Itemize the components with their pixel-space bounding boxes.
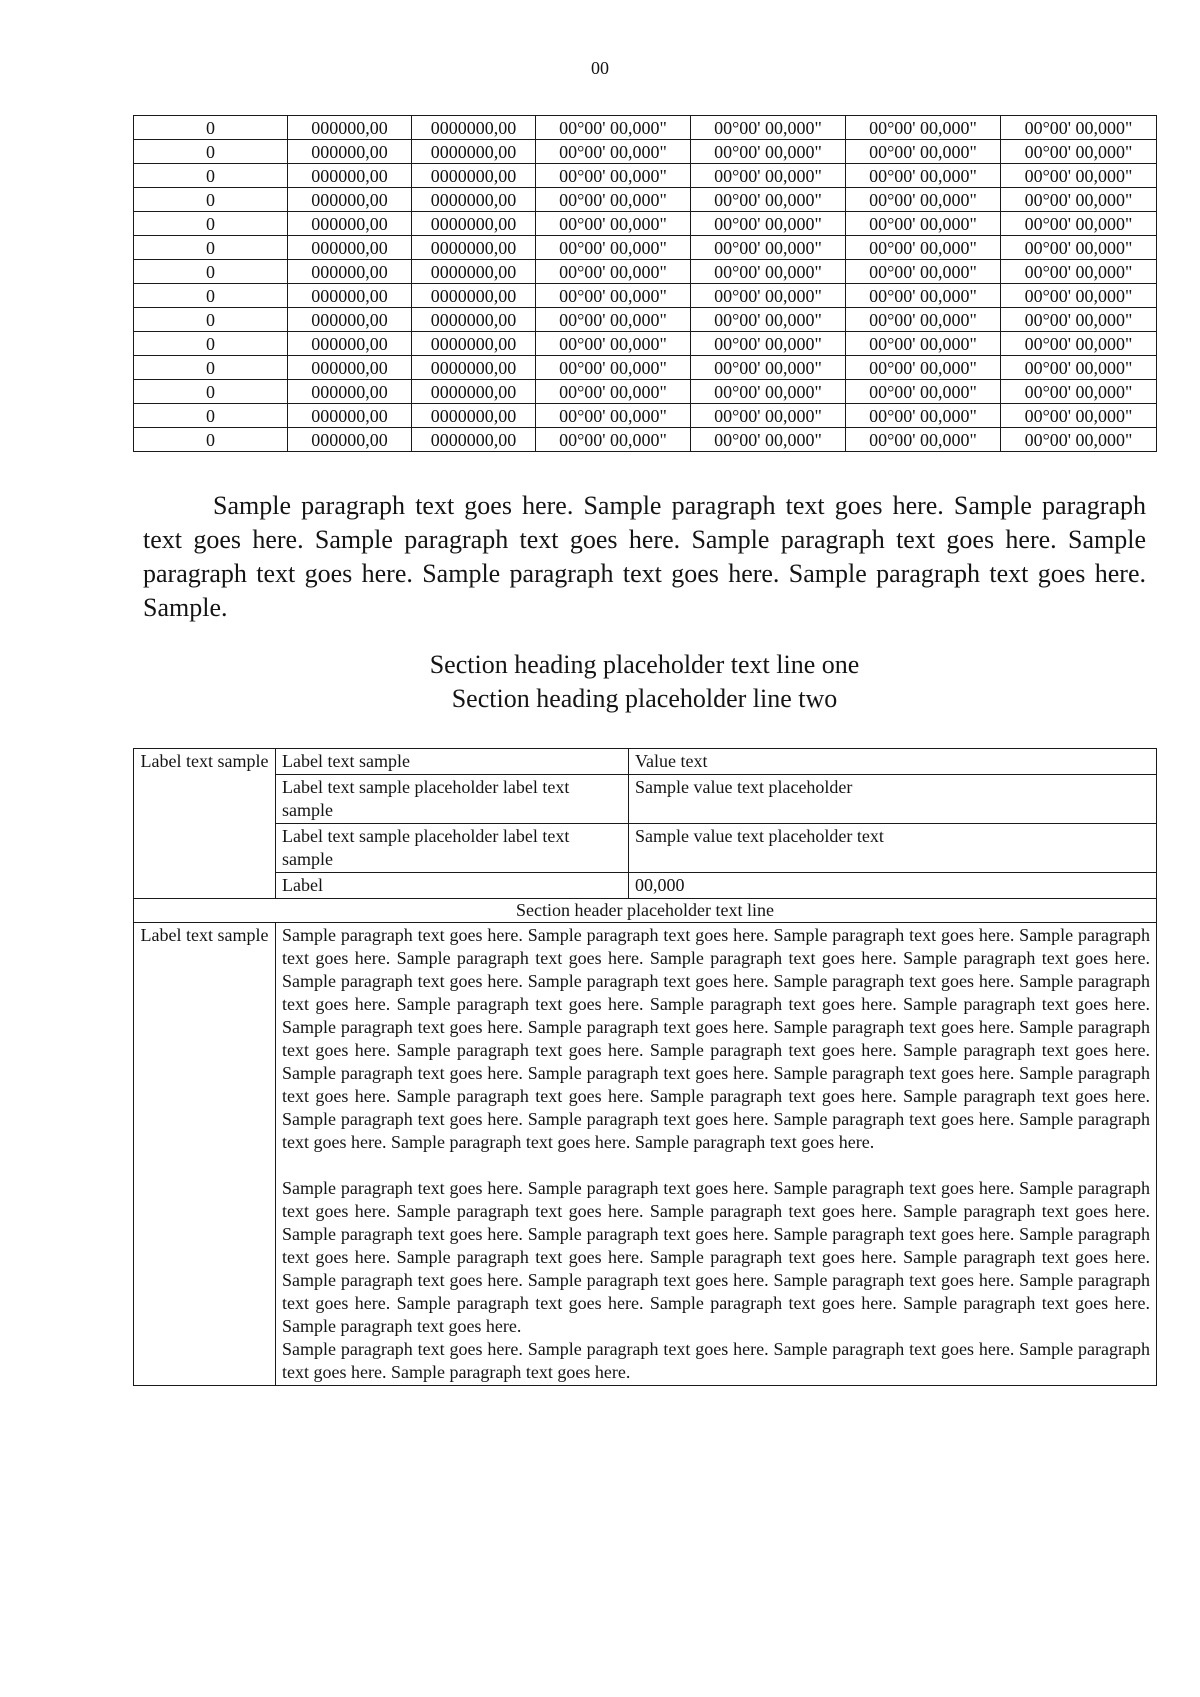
- coordinate-cell: 0: [134, 212, 288, 236]
- info-value-ground-name: Sample value text placeholder: [629, 775, 1157, 824]
- coordinate-cell: 0: [134, 164, 288, 188]
- coordinate-cell: 00°00' 00,000": [536, 332, 691, 356]
- coordinate-cell: 00°00' 00,000": [846, 404, 1001, 428]
- coordinate-cell: 00°00' 00,000": [691, 140, 846, 164]
- info-row-district: [134, 749, 1157, 775]
- coordinate-cell: 00°00' 00,000": [536, 164, 691, 188]
- hunting-ground-info-table: [133, 748, 1157, 1386]
- coordinate-cell: 000000,00: [288, 140, 412, 164]
- coordinate-row: [134, 188, 1157, 212]
- info-label-district: Label text sample: [276, 749, 629, 775]
- boundaries-description-cell: [276, 923, 1157, 1386]
- coordinate-cell: 0: [134, 380, 288, 404]
- boundaries-header: Section header placeholder text line: [134, 899, 1157, 923]
- section-heading-line-1: Section heading placeholder text line one: [429, 650, 860, 679]
- coordinate-cell: 0: [134, 260, 288, 284]
- coordinate-cell: 00°00' 00,000": [846, 164, 1001, 188]
- coordinate-cell: 00°00' 00,000": [536, 260, 691, 284]
- coordinate-cell: 0: [134, 404, 288, 428]
- boundaries-header-row: [134, 899, 1157, 923]
- coordinate-cell: 000000,00: [288, 260, 412, 284]
- coordinate-cell: 0000000,00: [412, 380, 536, 404]
- coordinate-cell: 00°00' 00,000": [691, 164, 846, 188]
- coordinate-cell: 00°00' 00,000": [536, 356, 691, 380]
- info-row-ground-name: [134, 775, 1157, 824]
- info-label-ground-name: Label text sample placeholder label text sample: [276, 775, 629, 824]
- coordinate-cell: 00°00' 00,000": [691, 356, 846, 380]
- coordinate-cell: 00°00' 00,000": [846, 356, 1001, 380]
- coordinate-cell: 0000000,00: [412, 284, 536, 308]
- hunting-ground-data-header: Label text sample: [134, 749, 276, 899]
- coordinate-cell: 0000000,00: [412, 332, 536, 356]
- coordinate-cell: 0000000,00: [412, 308, 536, 332]
- coordinate-cell: 00°00' 00,000": [691, 284, 846, 308]
- coordinate-cell: 0: [134, 116, 288, 140]
- map-reference-paragraph: Sample paragraph text goes here. Sample paragraph text goes here. Sample paragraph text goes here. Sample paragraph text goes here. Sample paragraph text goes here. Sample paragraph text goes here. Sample paragraph text goes here. Sample paragraph text goes here. Sample.: [143, 491, 1146, 622]
- coordinate-cell: 00°00' 00,000": [536, 140, 691, 164]
- coordinate-cell: 00°00' 00,000": [691, 308, 846, 332]
- coordinate-cell: 00°00' 00,000": [536, 308, 691, 332]
- coordinate-row: [134, 284, 1157, 308]
- coordinate-cell: 00°00' 00,000": [846, 116, 1001, 140]
- coordinate-row: [134, 236, 1157, 260]
- boundary-north-text: Sample paragraph text goes here. Sample paragraph text goes here. Sample paragraph text goes here. Sample paragraph text goes here. Sample paragraph text goes here. Sample paragraph text goes here. Sample paragraph text goes here. Sample paragraph text goes here. Sample paragraph text goes here. Sample paragraph text goes here. Sample paragraph text goes here. Sample paragraph text goes here. Sample paragraph text goes here. Sample paragraph text goes here. Sample paragraph text goes here. Sample paragraph text goes here. Sample paragraph text goes here. Sample paragraph text goes here. Sample paragraph text goes here. Sample paragraph text goes here. Sample paragraph text goes here. Sample paragraph text goes here. Sample paragraph text goes here. Sample paragraph text goes here. Sample paragraph text goes here. Sample paragraph text goes here. Sample paragraph text goes here. Sample paragraph text goes here. Sample paragraph text goes here. Sample paragraph text goes here. Sample paragraph text goes here. Sample paragraph text goes here. Sample paragraph text goes here. Sample paragraph text goes here.: [282, 925, 1150, 1152]
- coordinate-cell: 00°00' 00,000": [536, 116, 691, 140]
- coordinate-cell: 0: [134, 236, 288, 260]
- coordinate-cell: 00°00' 00,000": [1001, 284, 1157, 308]
- coordinate-row: [134, 404, 1157, 428]
- page-number: 00: [591, 58, 609, 78]
- coordinate-cell: 00°00' 00,000": [536, 212, 691, 236]
- coordinate-row: [134, 356, 1157, 380]
- coordinate-cell: 00°00' 00,000": [846, 260, 1001, 284]
- coordinate-cell: 00°00' 00,000": [846, 308, 1001, 332]
- coordinate-cell: 000000,00: [288, 404, 412, 428]
- coordinate-cell: 0: [134, 140, 288, 164]
- coordinate-cell: 00°00' 00,000": [536, 404, 691, 428]
- coordinate-cell: 00°00' 00,000": [1001, 116, 1157, 140]
- coordinate-row: [134, 212, 1157, 236]
- coordinate-cell: 0000000,00: [412, 428, 536, 452]
- coordinate-cell: 000000,00: [288, 380, 412, 404]
- coordinate-cell: 00°00' 00,000": [1001, 260, 1157, 284]
- coordinate-cell: 00°00' 00,000": [536, 188, 691, 212]
- paragraph-spacer: [282, 1154, 1150, 1177]
- coordinate-cell: 00°00' 00,000": [691, 212, 846, 236]
- info-value-area: 00,000: [629, 873, 1157, 899]
- coordinate-cell: 00°00' 00,000": [1001, 332, 1157, 356]
- coordinate-cell: 0: [134, 308, 288, 332]
- coordinate-cell: 00°00' 00,000": [846, 428, 1001, 452]
- coordinate-cell: 00°00' 00,000": [1001, 188, 1157, 212]
- coordinate-cell: 00°00' 00,000": [691, 188, 846, 212]
- info-label-area: Label: [276, 873, 629, 899]
- coordinate-cell: 0: [134, 332, 288, 356]
- coordinates-table: [133, 115, 1157, 452]
- coordinate-cell: 00°00' 00,000": [846, 380, 1001, 404]
- section-heading-line-2: Section heading placeholder line two: [451, 684, 838, 713]
- coordinate-cell: 000000,00: [288, 164, 412, 188]
- text-description-header: Label text sample: [134, 923, 276, 1386]
- coordinate-cell: 0000000,00: [412, 356, 536, 380]
- coordinate-cell: 00°00' 00,000": [1001, 428, 1157, 452]
- coordinate-row: [134, 428, 1157, 452]
- coordinate-row: [134, 308, 1157, 332]
- coordinate-row: [134, 332, 1157, 356]
- coordinate-cell: 000000,00: [288, 428, 412, 452]
- coordinate-cell: 00°00' 00,000": [846, 188, 1001, 212]
- coordinate-cell: 0000000,00: [412, 140, 536, 164]
- coordinate-cell: 00°00' 00,000": [691, 404, 846, 428]
- coordinate-cell: 00°00' 00,000": [1001, 236, 1157, 260]
- coordinate-cell: 0: [134, 356, 288, 380]
- coordinate-row: [134, 140, 1157, 164]
- coordinate-cell: 00°00' 00,000": [1001, 356, 1157, 380]
- coordinate-row: [134, 164, 1157, 188]
- coordinate-cell: 00°00' 00,000": [536, 380, 691, 404]
- coordinate-cell: 000000,00: [288, 116, 412, 140]
- coordinate-row: [134, 116, 1157, 140]
- coordinate-cell: 0000000,00: [412, 116, 536, 140]
- coordinate-cell: 00°00' 00,000": [536, 428, 691, 452]
- coordinate-cell: 00°00' 00,000": [846, 236, 1001, 260]
- coordinate-cell: 0000000,00: [412, 164, 536, 188]
- coordinate-cell: 0: [134, 284, 288, 308]
- coordinate-row: [134, 260, 1157, 284]
- coordinate-cell: 0000000,00: [412, 260, 536, 284]
- coordinate-cell: 00°00' 00,000": [691, 332, 846, 356]
- coordinate-cell: 000000,00: [288, 188, 412, 212]
- coordinate-cell: 00°00' 00,000": [1001, 212, 1157, 236]
- coordinate-cell: 000000,00: [288, 332, 412, 356]
- coordinate-cell: 000000,00: [288, 236, 412, 260]
- coordinate-cell: 0000000,00: [412, 188, 536, 212]
- coordinate-cell: 000000,00: [288, 308, 412, 332]
- boundary-south-text: Sample paragraph text goes here. Sample paragraph text goes here. Sample paragraph text goes here. Sample paragraph text goes here. Sample paragraph text goes here.: [282, 1339, 1150, 1382]
- coordinate-cell: 00°00' 00,000": [846, 284, 1001, 308]
- info-row-legal-entity: [134, 824, 1157, 873]
- coordinate-cell: 00°00' 00,000": [691, 236, 846, 260]
- info-value-district: Value text: [629, 749, 1157, 775]
- coordinate-cell: 000000,00: [288, 356, 412, 380]
- coordinate-cell: 00°00' 00,000": [846, 212, 1001, 236]
- coordinate-cell: 00°00' 00,000": [1001, 164, 1157, 188]
- coordinate-cell: 00°00' 00,000": [1001, 140, 1157, 164]
- coordinate-cell: 00°00' 00,000": [691, 380, 846, 404]
- boundary-east-text: Sample paragraph text goes here. Sample paragraph text goes here. Sample paragraph text goes here. Sample paragraph text goes here. Sample paragraph text goes here. Sample paragraph text goes here. Sample paragraph text goes here. Sample paragraph text goes here. Sample paragraph text goes here. Sample paragraph text goes here. Sample paragraph text goes here. Sample paragraph text goes here. Sample paragraph text goes here. Sample paragraph text goes here. Sample paragraph text goes here. Sample paragraph text goes here. Sample paragraph text goes here. Sample paragraph text goes here. Sample paragraph text goes here. Sample paragraph text goes here. Sample paragraph text goes here. Sample paragraph text goes here.: [282, 1178, 1150, 1336]
- info-label-legal-entity: Label text sample placeholder label text sample: [276, 824, 629, 873]
- info-value-legal-entity: Sample value text placeholder text: [629, 824, 1157, 873]
- coordinate-cell: 00°00' 00,000": [1001, 404, 1157, 428]
- coordinate-cell: 00°00' 00,000": [846, 332, 1001, 356]
- coordinate-cell: 00°00' 00,000": [536, 284, 691, 308]
- section-heading: [143, 648, 1146, 716]
- coordinate-cell: 00°00' 00,000": [846, 140, 1001, 164]
- info-row-area: [134, 873, 1157, 899]
- coordinate-cell: 00°00' 00,000": [691, 428, 846, 452]
- coordinate-cell: 00°00' 00,000": [691, 260, 846, 284]
- coordinate-row: [134, 380, 1157, 404]
- coordinate-cell: 000000,00: [288, 212, 412, 236]
- coordinate-cell: 0: [134, 188, 288, 212]
- coordinate-cell: 0: [134, 428, 288, 452]
- boundaries-description-row: [134, 923, 1157, 1386]
- coordinate-cell: 00°00' 00,000": [1001, 380, 1157, 404]
- coordinate-cell: 00°00' 00,000": [691, 116, 846, 140]
- coordinate-cell: 0000000,00: [412, 236, 536, 260]
- coordinate-cell: 0000000,00: [412, 212, 536, 236]
- coordinate-cell: 0000000,00: [412, 404, 536, 428]
- coordinate-cell: 000000,00: [288, 284, 412, 308]
- coordinate-cell: 00°00' 00,000": [1001, 308, 1157, 332]
- coordinate-cell: 00°00' 00,000": [536, 236, 691, 260]
